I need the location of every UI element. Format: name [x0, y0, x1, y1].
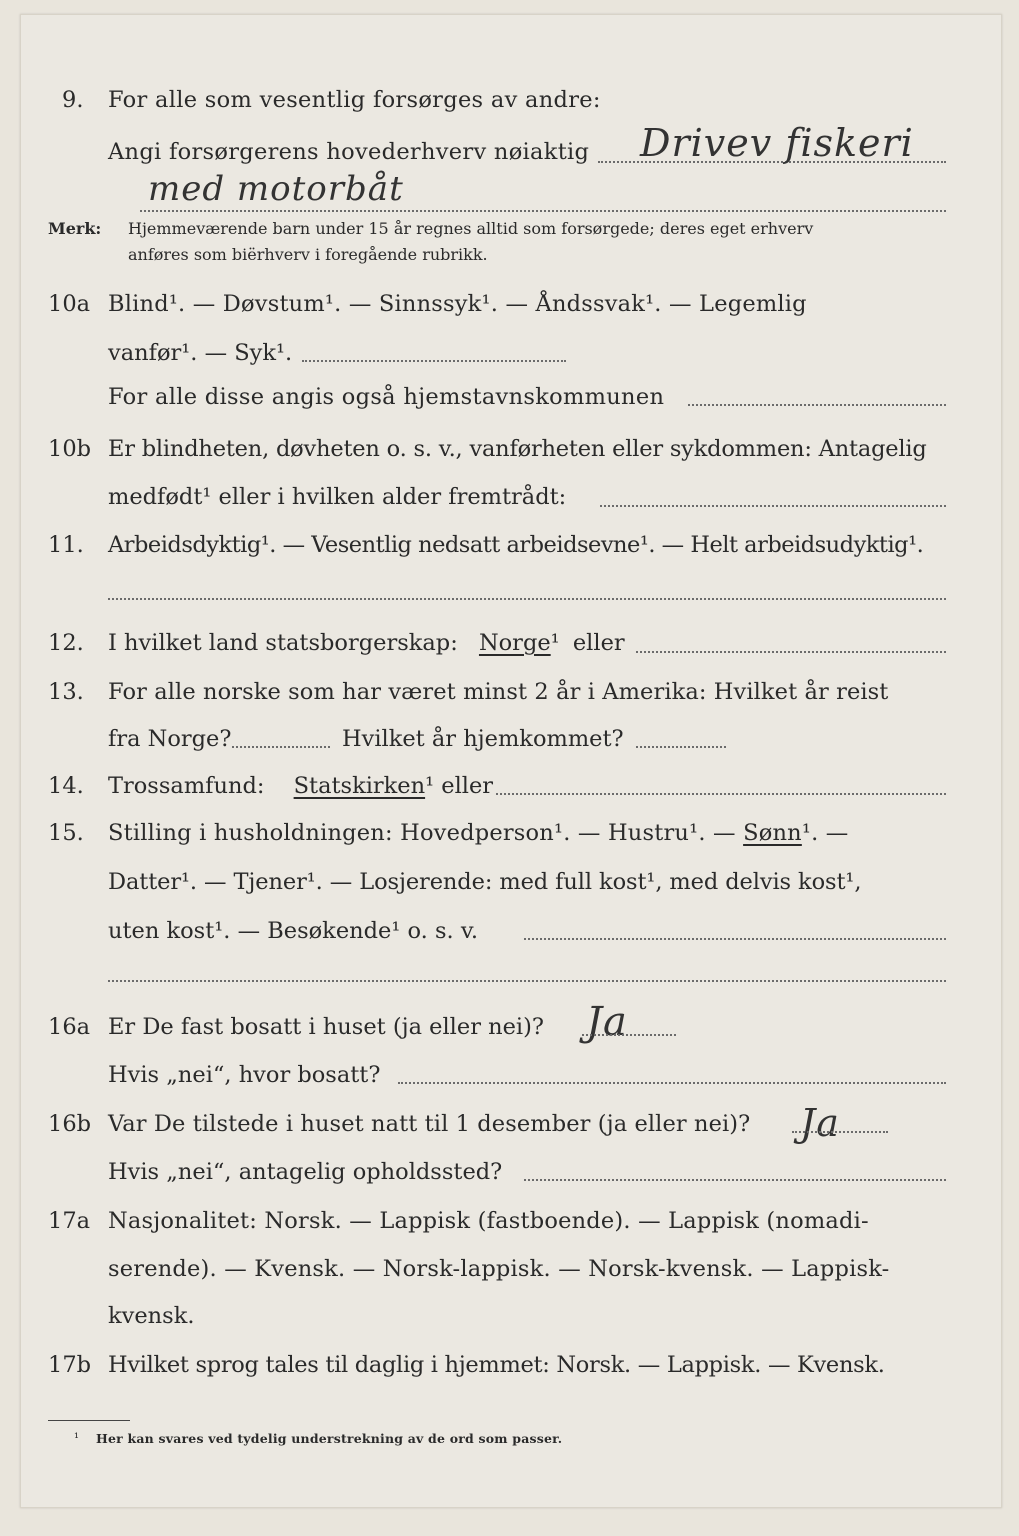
census-form-page: [20, 14, 1002, 1508]
q10a-kommune-line: [688, 404, 946, 406]
q12-eller: eller: [572, 630, 625, 656]
q16b-line2: Hvis „nei“, antagelig opholdssted?: [108, 1159, 503, 1185]
q10b-number: 10b: [48, 436, 92, 462]
q17a-line1: Nasjonalitet: Norsk. — Lappisk (fastboende). — Lappisk (nomadi-: [108, 1208, 869, 1234]
q16b-handwritten-answer: Ja: [800, 1101, 840, 1145]
q12-answer-line: [636, 651, 946, 653]
q16a-answer-line: [582, 1034, 676, 1036]
q9-handwritten-answer2: med motorbåt: [148, 169, 404, 209]
q16a-handwritten-answer: Ja: [586, 999, 628, 1045]
q17a-number: 17a: [48, 1208, 91, 1234]
merk-line2: anføres som biërhverv i foregående rubrikk.: [128, 245, 488, 264]
footnote-text: Her kan svares ved tydelig understrekning av de ord som passer.: [96, 1431, 563, 1446]
q9-line2: Angi forsørgerens hovederhverv nøiaktig: [108, 139, 590, 165]
q15-answer-line: [524, 938, 946, 940]
footnote-rule: [48, 1420, 130, 1421]
q15-line1b: ¹. —: [801, 820, 849, 846]
q15-line3: uten kost¹. — Besøkende¹ o. s. v.: [108, 918, 479, 944]
q10a-answer-line: [302, 360, 566, 362]
q11-line1: Arbeidsdyktig¹. — Vesentlig nedsatt arbeidsevne¹. — Helt arbeidsudyktig¹.: [108, 532, 924, 558]
q12-norge-underlined: Norge: [478, 630, 551, 656]
q13-number: 13.: [48, 679, 84, 705]
q13-hjemkommet-line: [636, 746, 726, 748]
q10a-line3: For alle disse angis også hjemstavnskommunen: [108, 384, 665, 410]
q16b-answer-line: [792, 1131, 888, 1133]
q10a-line1: Blind¹. — Døvstum¹. — Sinnssyk¹. — Åndssvak¹. — Legemlig: [108, 291, 807, 317]
q12-footnote-mark: ¹: [550, 630, 560, 656]
q16a-number: 16a: [48, 1014, 91, 1040]
merk-label: Merk:: [48, 219, 102, 238]
q9-line1: For alle som vesentlig forsørges av andre:: [108, 87, 601, 113]
q15-answer-line2: [108, 980, 946, 982]
merk-line1: Hjemmeværende barn under 15 år regnes alltid som forsørgede; deres eget erhverv: [128, 219, 814, 238]
q16b-line1: Var De tilstede i huset natt til 1 desember (ja eller nei)?: [108, 1111, 751, 1137]
q16a-line1: Er De fast bosatt i huset (ja eller nei)?: [108, 1014, 544, 1040]
q14-answer-line: [496, 793, 946, 795]
q16a-bosatt-line: [398, 1082, 946, 1084]
q12-question: I hvilket land statsborgerskap:: [108, 630, 458, 656]
q15-line1a: Stilling i husholdningen: Hovedperson¹. — Hustru¹. —: [108, 820, 736, 846]
q10b-line2: medfødt¹ eller i hvilken alder fremtrådt:: [108, 484, 567, 510]
q10b-line1: Er blindheten, døvheten o. s. v., vanførheten eller sykdommen: Antagelig: [108, 436, 927, 462]
q16b-number: 16b: [48, 1111, 92, 1137]
q9-number: 9.: [62, 87, 84, 113]
q17a-line2: serende). — Kvensk. — Norsk-lappisk. — Norsk-kvensk. — Lappisk-: [108, 1256, 890, 1282]
q16a-line2: Hvis „nei“, hvor bosatt?: [108, 1062, 381, 1088]
q15-number: 15.: [48, 820, 84, 846]
q14-line: [108, 775, 493, 798]
q9-answer-line2: [140, 210, 946, 212]
q14-number: 14.: [48, 773, 84, 799]
q13-line1: For alle norske som har været minst 2 år i Amerika: Hvilket år reist: [108, 679, 889, 705]
q10a-number: 10a: [48, 291, 91, 317]
q13-hjemkommet: Hvilket år hjemkommet?: [342, 726, 624, 752]
q13-reist-line: [232, 746, 330, 748]
q17a-line3: kvensk.: [108, 1303, 195, 1329]
q14-statskirken-underlined: Statskirken: [293, 773, 426, 799]
q15-sonn-underlined: Sønn: [743, 820, 802, 846]
q12-line: [108, 632, 625, 655]
q9-handwritten-answer1: Drivev fiskeri: [640, 121, 914, 165]
footnote-mark: ¹: [74, 1430, 80, 1445]
q11-answer-line: [108, 598, 946, 600]
q14-eller: ¹ eller: [425, 773, 494, 799]
q15-line1: [108, 822, 848, 845]
q11-number: 11.: [48, 532, 84, 558]
q14-question: Trossamfund:: [108, 773, 265, 799]
q13-fra-norge: fra Norge?: [108, 726, 232, 752]
q10a-line2: vanfør¹. — Syk¹.: [108, 340, 293, 366]
q10b-answer-line: [600, 505, 946, 507]
q12-number: 12.: [48, 630, 84, 656]
q15-line2: Datter¹. — Tjener¹. — Losjerende: med full kost¹, med delvis kost¹,: [108, 869, 862, 895]
q17b-line1: Hvilket sprog tales til daglig i hjemmet: Norsk. — Lappisk. — Kvensk.: [108, 1352, 885, 1378]
q16b-sted-line: [524, 1179, 946, 1181]
q17b-number: 17b: [48, 1352, 92, 1378]
